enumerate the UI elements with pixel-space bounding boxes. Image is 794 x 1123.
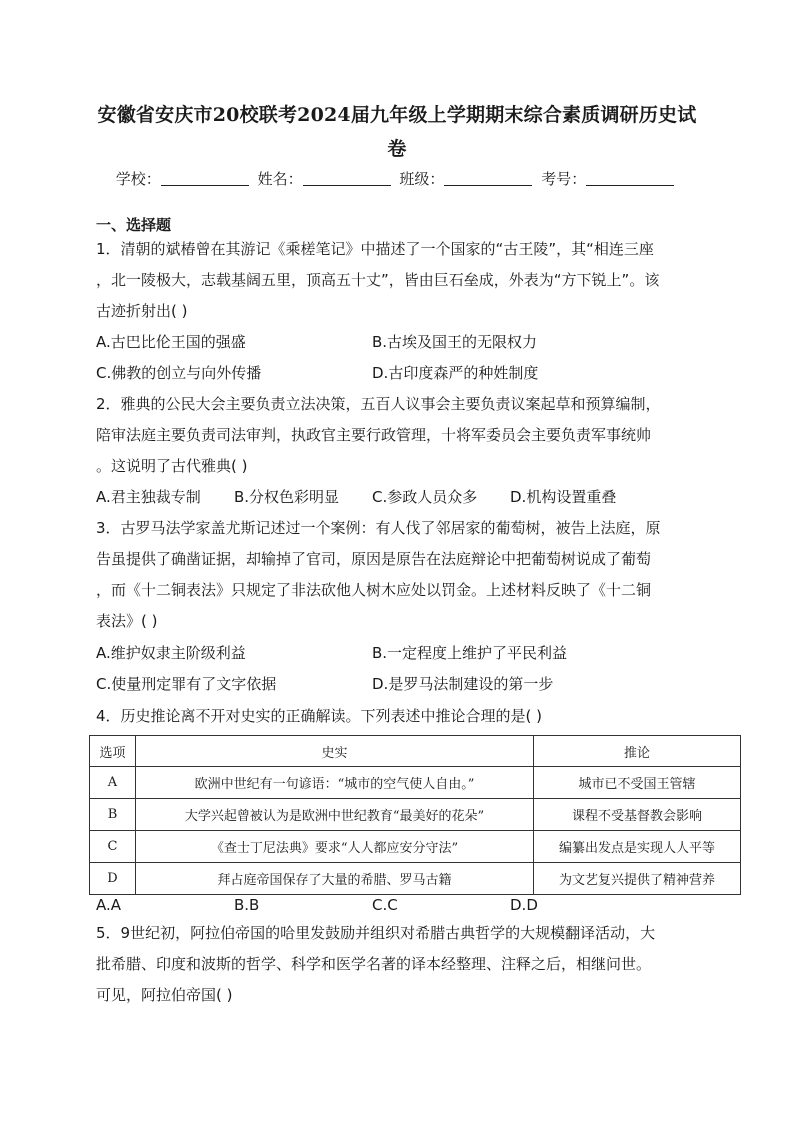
- school-blank[interactable]: [161, 169, 249, 186]
- q2-line-2: 陪审法庭主要负责司法审判，执政官主要行政管理，十将军委员会主要负责军事统帅: [96, 426, 652, 444]
- student-info-row: [0, 168, 794, 190]
- history-table: [89, 735, 741, 895]
- q3-line-1: 3．古罗马法学家盖尤斯记述过一个案例：有人伐了邻居家的葡萄树，被告上法庭，原: [96, 519, 661, 537]
- q2-option-b[interactable]: B.分权色彩明显: [234, 488, 340, 506]
- table-row: [90, 799, 741, 831]
- table-cell: C: [90, 831, 136, 863]
- q4-option-d[interactable]: D.D: [510, 896, 538, 914]
- table-header-cell: 推论: [534, 736, 741, 767]
- q1-line-2: ，北一陵极大，志载基阔五里，顶高五十丈”，皆由巨石垒成，外表为“方下锐上”。该: [96, 271, 660, 289]
- table-cell: 欧洲中世纪有一句谚语：“城市的空气使人自由。”: [136, 767, 534, 799]
- q1-option-b[interactable]: B.古埃及国王的无限权力: [372, 333, 538, 351]
- table-cell: 城市已不受国王管辖: [534, 767, 741, 799]
- q5-line-1: 5．9世纪初，阿拉伯帝国的哈里发鼓励并组织对希腊古典哲学的大规模翻译活动，大: [96, 924, 656, 942]
- table-cell: 课程不受基督教会影响: [534, 799, 741, 831]
- q1-line-1: 1．清朝的斌椿曾在其游记《乘槎笔记》中描述了一个国家的“古王陵”，其“相连三座: [96, 240, 654, 258]
- table-cell: D: [90, 863, 136, 895]
- table-cell: B: [90, 799, 136, 831]
- table-cell: 大学兴起曾被认为是欧洲中世纪教育“最美好的花朵”: [136, 799, 534, 831]
- title-line-2: 卷: [387, 138, 407, 160]
- q3-option-d[interactable]: D.是罗马法制建设的第一步: [372, 675, 554, 693]
- table-cell: 为文艺复兴提供了精神营养: [534, 863, 741, 895]
- page-title: [60, 98, 734, 166]
- name-blank[interactable]: [303, 169, 391, 186]
- table-cell: 《查士丁尼法典》要求“人人都应安分守法”: [136, 831, 534, 863]
- q4-option-b[interactable]: B.B: [234, 896, 260, 914]
- number-label: 考号：: [541, 170, 587, 188]
- q3-line-3: ，而《十二铜表法》只规定了非法砍他人树木应处以罚金。上述材料反映了《十二铜: [96, 581, 652, 599]
- table-row: [90, 831, 741, 863]
- q3-line-2: 告虽提供了确凿证据，却输掉了官司，原因是原告在法庭辩论中把葡萄树说成了葡萄: [96, 550, 652, 568]
- table-row: [90, 767, 741, 799]
- q2-line-1: 2．雅典的公民大会主要负责立法决策，五百人议事会主要负责议案起草和预算编制，: [96, 395, 661, 413]
- school-label: 学校：: [115, 170, 161, 188]
- table-row: [90, 863, 741, 895]
- q3-option-a[interactable]: A.维护奴隶主阶级利益: [96, 644, 246, 662]
- table-header-row: [90, 736, 741, 767]
- q5-line-3: 可见，阿拉伯帝国( ): [96, 986, 233, 1004]
- q2-option-d[interactable]: D.机构设置重叠: [510, 488, 617, 506]
- table-cell: A: [90, 767, 136, 799]
- q5-line-2: 批希腊、印度和波斯的哲学、科学和医学名著的译本经整理、注释之后，相继问世。: [96, 955, 652, 973]
- table-header-cell: 史实: [136, 736, 534, 767]
- class-label: 班级：: [399, 170, 445, 188]
- table-cell: 编纂出发点是实现人人平等: [534, 831, 741, 863]
- table-cell: 拜占庭帝国保存了大量的希腊、罗马古籍: [136, 863, 534, 895]
- q3-line-4: 表法》( ): [96, 612, 158, 630]
- q1-option-c[interactable]: C.佛教的创立与向外传播: [96, 364, 262, 382]
- q3-option-b[interactable]: B.一定程度上维护了平民利益: [372, 644, 568, 662]
- q1-line-3: 古迹折射出( ): [96, 302, 188, 320]
- q4-option-a[interactable]: A.A: [96, 896, 122, 914]
- q2-option-a[interactable]: A.君主独裁专制: [96, 488, 201, 506]
- q2-option-c[interactable]: C.参政人员众多: [372, 488, 478, 506]
- number-blank[interactable]: [586, 169, 674, 186]
- class-blank[interactable]: [444, 169, 532, 186]
- name-label: 姓名：: [257, 170, 303, 188]
- table-header-cell: 选项: [90, 736, 136, 767]
- q1-option-d[interactable]: D.古印度森严的种姓制度: [372, 364, 539, 382]
- q1-option-a[interactable]: A.古巴比伦王国的强盛: [96, 333, 246, 351]
- q4-option-c[interactable]: C.C: [372, 896, 398, 914]
- q3-option-c[interactable]: C.使量刑定罪有了文字依据: [96, 675, 277, 693]
- section-heading: 一、选择题: [96, 216, 172, 234]
- q2-line-3: 。这说明了古代雅典( ): [96, 457, 248, 475]
- title-line-1: 安徽省安庆市20校联考2024届九年级上学期期末综合素质调研历史试: [97, 104, 697, 126]
- q4-line-1: 4．历史推论离不开对史实的正确解读。下列表述中推论合理的是( ): [96, 707, 543, 725]
